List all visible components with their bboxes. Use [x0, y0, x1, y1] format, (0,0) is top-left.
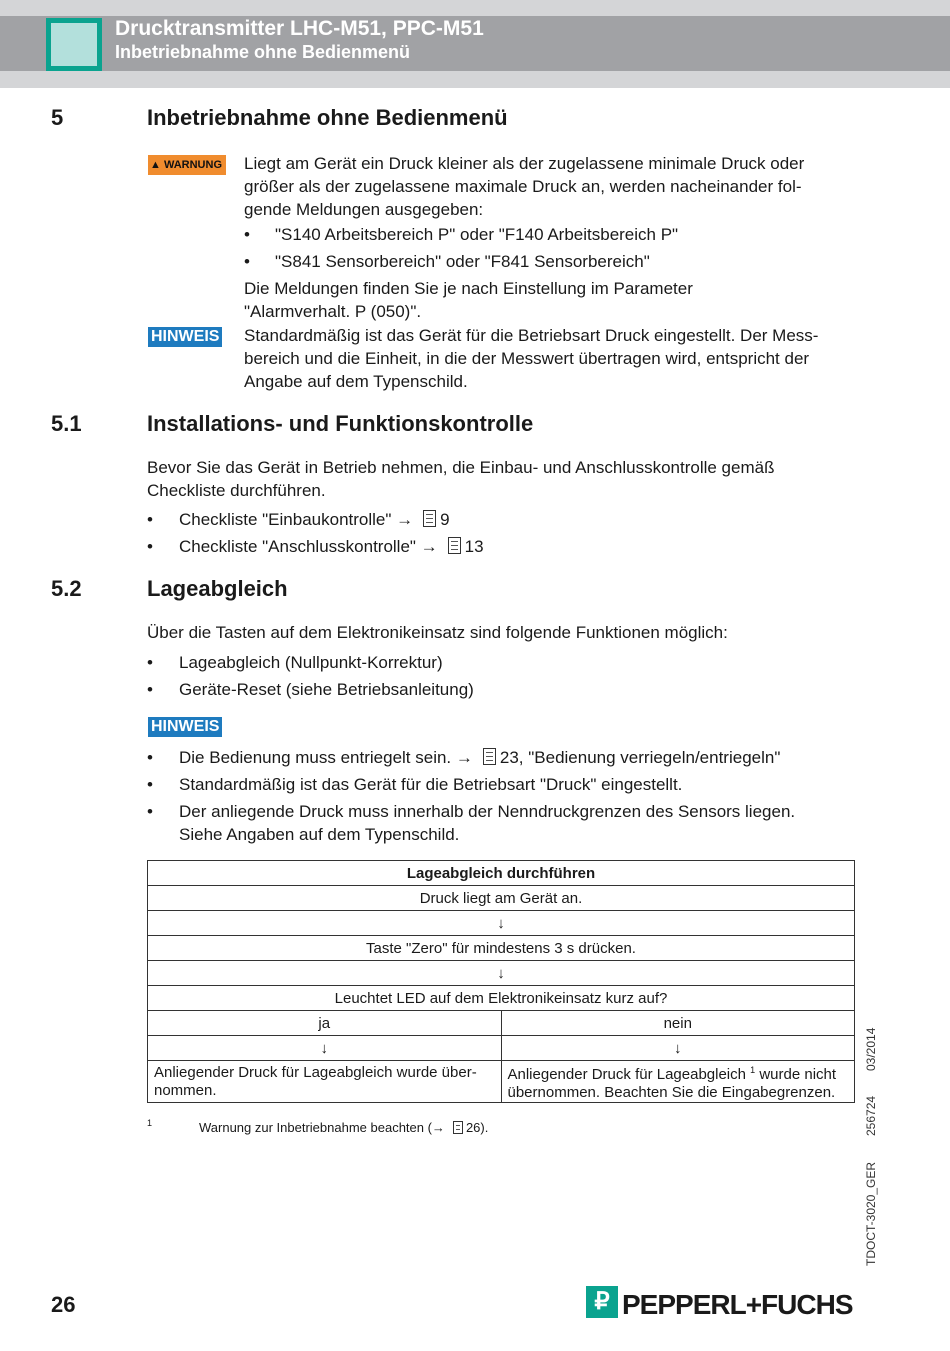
list-item: • "S140 Arbeitsbereich P" oder "F140 Arbeitsbereich P"	[244, 225, 679, 244]
header-subtitle: Inbetriebnahme ohne Bedienmenü	[115, 42, 411, 62]
arrow-down-icon: ↓	[148, 1036, 502, 1061]
chapter-marker	[46, 18, 102, 71]
document-icon	[448, 537, 461, 554]
text-line: Die Meldungen finden Sie je nach Einstellung im Parameter	[244, 279, 693, 298]
table-row: Leuchtet LED auf dem Elektronikeinsatz kurz auf?	[148, 986, 855, 1011]
warning-badge	[148, 155, 226, 175]
hint-text	[244, 324, 864, 393]
doc-date: 03/2014	[864, 1027, 878, 1071]
arrow-down-icon: ↓	[148, 961, 855, 986]
text-line: Liegt am Gerät ein Druck kleiner als der zugelassene minimale Druck oder	[244, 154, 805, 173]
hint-badge: HINWEIS	[148, 717, 222, 737]
footnote-text: Warnung zur Inbetriebnahme beachten (→ 26).	[199, 1120, 489, 1135]
table-cell-ja-result: Anliegender Druck für Lageabgleich wurde über- nommen.	[148, 1061, 502, 1103]
page-number: 26	[51, 1292, 76, 1317]
doc-id: TDOCT-3020_GER	[864, 1161, 878, 1266]
page-ref[interactable]: 9	[440, 510, 450, 529]
list-item: • Checkliste "Einbaukontrolle" → 9	[147, 510, 450, 529]
procedure-table	[147, 860, 855, 1103]
list-item: • Geräte-Reset (siehe Betriebsanleitung)	[147, 680, 474, 699]
list-item: • Die Bedienung muss entriegelt sein. → 23, "Bedienung verriegeln/entriegeln"	[147, 748, 781, 767]
text-line: gende Meldungen ausgegeben:	[244, 200, 484, 219]
table-row: Taste "Zero" für mindestens 3 s drücken.	[148, 936, 855, 961]
list-item: • Checkliste "Anschlusskontrolle" → 13	[147, 537, 484, 556]
paragraph	[147, 456, 774, 502]
section-title: Inbetriebnahme ohne Bedienmenü	[147, 105, 508, 130]
warning-label: WARNUNG	[163, 159, 223, 171]
header-title: Drucktransmitter LHC-M51, PPC-M51	[115, 17, 484, 40]
warning-icon: ▲	[150, 159, 161, 171]
document-icon	[483, 748, 496, 765]
arrow-down-icon: ↓	[501, 1036, 855, 1061]
doc-number: 256724	[864, 1095, 878, 1136]
list-item: • "S841 Sensorbereich" oder "F841 Sensorbereich"	[244, 252, 650, 271]
table-cell-ja: ja	[148, 1011, 502, 1036]
section-number: 5	[51, 105, 64, 130]
brand-logo: PEPPERL+FUCHS	[622, 1289, 853, 1320]
section-number: 5.2	[51, 576, 82, 601]
list-item: • Lageabgleich (Nullpunkt-Korrektur)	[147, 653, 443, 672]
hint-badge: HINWEIS	[148, 327, 222, 347]
text-line: Angabe auf dem Typenschild.	[244, 372, 468, 391]
text-line: "Alarmverhalt. P (050)".	[244, 302, 422, 321]
document-icon	[453, 1121, 463, 1134]
table-title: Lageabgleich durchführen	[148, 861, 855, 886]
page-ref[interactable]: 23, "Bedienung verriegeln/entriegeln"	[499, 748, 781, 767]
list-item: • Standardmäßig ist das Gerät für die Betriebsart "Druck" eingestellt.	[147, 775, 683, 794]
table-row: Druck liegt am Gerät an.	[148, 886, 855, 911]
document-icon	[423, 510, 436, 527]
brand-logo-icon: ₽	[586, 1286, 618, 1318]
section-title: Installations- und Funktionskontrolle	[147, 411, 534, 436]
text-line: bereich und die Einheit, in die der Messwert übertragen wird, entspricht der	[244, 349, 810, 368]
section-title: Lageabgleich	[147, 576, 288, 601]
page-ref[interactable]: 13	[464, 537, 484, 556]
section-number: 5.1	[51, 411, 82, 436]
text-line: Bevor Sie das Gerät in Betrieb nehmen, die Einbau- und Anschlusskontrolle gemäß	[147, 458, 775, 477]
text-line: größer als der zugelassene maximale Druck an, werden nacheinander fol-	[244, 177, 802, 196]
arrow-down-icon: ↓	[148, 911, 855, 936]
footnote-number: 1	[147, 1118, 153, 1128]
text-line: Standardmäßig ist das Gerät für die Betriebsart Druck eingestellt. Der Mess-	[244, 326, 819, 345]
text-line: Checkliste durchführen.	[147, 481, 326, 500]
table-cell-nein: nein	[501, 1011, 855, 1036]
list-item: • Der anliegende Druck muss innerhalb der Nenndruckgrenzen des Sensors liegen. Siehe Angaben auf dem Typenschild.	[147, 802, 796, 844]
table-cell-nein-result: Anliegender Druck für Lageabgleich $^1$ wurde nicht übernommen. Beachten Sie die Eingabegrenzen.	[501, 1061, 855, 1103]
paragraph: Über die Tasten auf dem Elektronikeinsatz sind folgende Funktionen möglich:	[147, 623, 728, 642]
warning-text	[244, 152, 854, 323]
